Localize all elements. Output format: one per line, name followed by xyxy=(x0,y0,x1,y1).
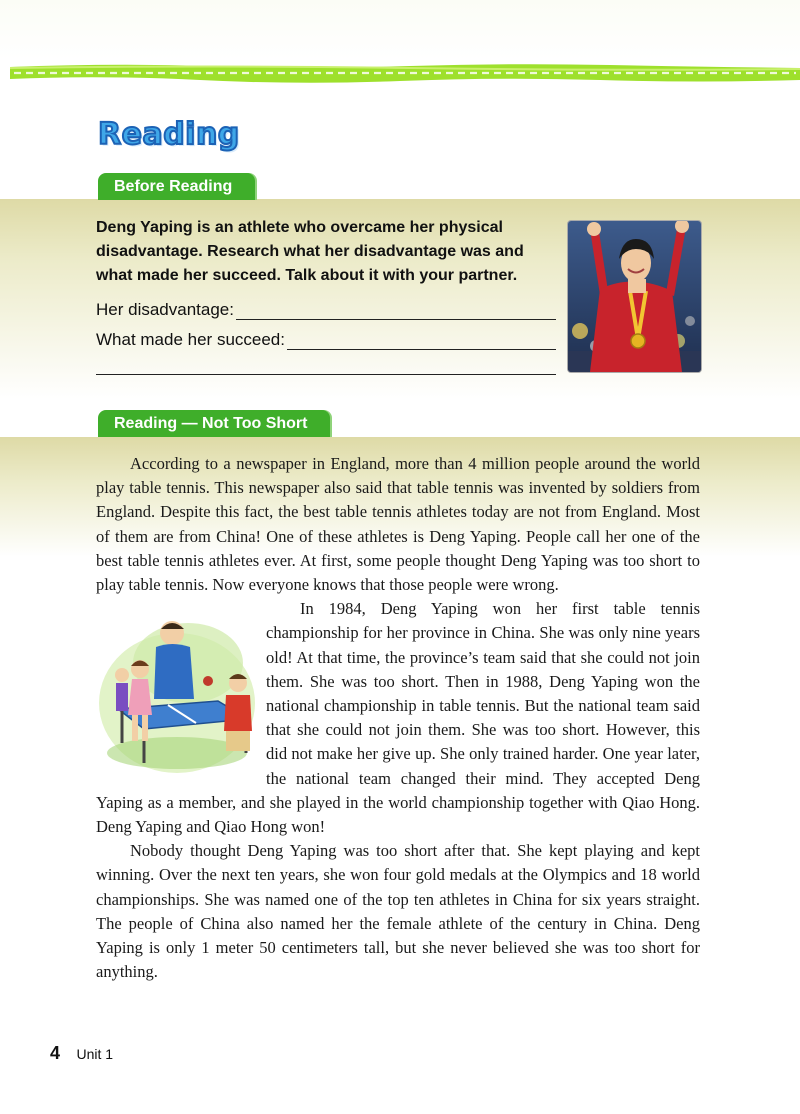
disadvantage-answer-line[interactable] xyxy=(236,301,556,320)
green-decorative-strip xyxy=(10,62,800,84)
reading-article xyxy=(96,452,700,984)
page-footer xyxy=(50,1043,113,1064)
succeed-answer-line[interactable] xyxy=(287,331,556,350)
section-heading-reading: Reading xyxy=(98,117,240,152)
article-paragraph-2 xyxy=(96,597,700,839)
page-top-band xyxy=(0,0,800,60)
article-paragraph-2-text: In 1984, Deng Yaping won her first table tennis championship for her province in China. She was only nine years old! At that time, the province’s team said that she could not join them. She was too short. Then in 1988, Deng Yaping won the national championship in table tennis. But the national team said that she could not join them. She was too short. However, this did not make her give up. She only trained harder. One year later, the national team changed their mind. They accepted Deng Yaping as a member, and she played in the world championship together with Qiao Hong. Deng Yaping and Qiao Hong won! xyxy=(96,599,700,837)
succeed-label: What made her succeed: xyxy=(96,330,285,349)
article-paragraph-3: Nobody thought Deng Yaping was too short after that. She kept playing and kept winning. Over the next ten years, she won four gold medals at the Olympics and 18 world championships. She was named one of the top ten athletes in China for six years straight. The people of China also named her the female athlete of the century in China. Deng Yaping is only 1 meter 50 centimeters tall, but she never believed she was too short for anything. xyxy=(96,841,700,982)
unit-label: Unit 1 xyxy=(76,1046,114,1062)
before-reading-prompt: Deng Yaping is an athlete who overcame her physical disadvantage. Research what her disadvantage was and what made her succeed. Talk about it with your partner. xyxy=(96,219,524,284)
page-number: 4 xyxy=(50,1043,61,1063)
disadvantage-label: Her disadvantage: xyxy=(96,300,234,319)
disadvantage-row xyxy=(96,300,556,320)
extra-answer-line[interactable] xyxy=(96,374,556,375)
kids-table-tennis-illustration xyxy=(98,603,256,773)
article-paragraph-1: According to a newspaper in England, more than 4 million people around the world play table tennis. This newspaper also said that table tennis was invented by soldiers from England. Despite this fact, the best table tennis athletes today are not from England. Most of them are from China! One of these athletes is Deng Yaping. People call her one of the best table tennis athletes ever. At first, some people thought Deng Yaping was too short to play table tennis. Now everyone knows that those people were wrong. xyxy=(96,454,700,595)
succeed-row xyxy=(96,330,556,350)
before-reading-tab: Before Reading xyxy=(98,173,255,200)
deng-yaping-photo xyxy=(567,220,702,373)
reading-not-too-short-tab: Reading — Not Too Short xyxy=(98,410,330,437)
